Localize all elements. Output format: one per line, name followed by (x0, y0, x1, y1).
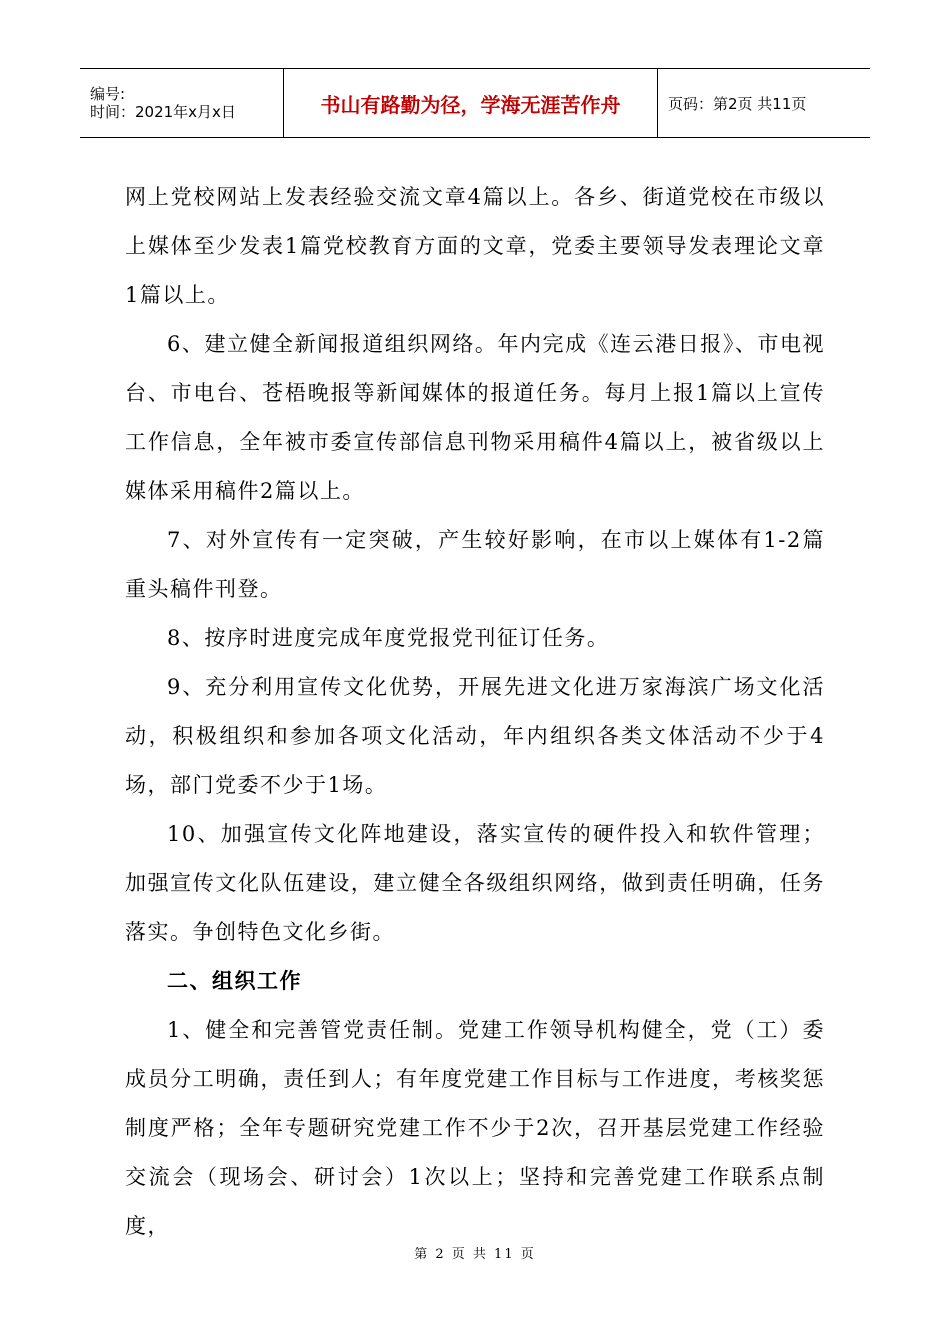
page-footer: 第 2 页 共 11 页 (414, 1247, 536, 1262)
header-motto: 书山有路勤为径，学海无涯苦作舟 (283, 69, 658, 137)
header-meta (80, 69, 283, 137)
body-paragraph: 1、健全和完善管党责任制。党建工作领导机构健全，党（工）委成员分工明确，责任到人；有年度党建工作目标与工作进度，考核奖惩制度严格；全年专题研究党建工作不少于2次，召开基层党建工作经验交流会（现场会、研讨会）1次以上；坚持和完善党建工作联系点制度， (125, 1018, 825, 1238)
body-paragraph: 网上党校网站上发表经验交流文章4篇以上。各乡、街道党校在市级以上媒体至少发表1篇党校教育方面的文章，党委主要领导发表理论文章1篇以上。 (125, 185, 825, 307)
body-paragraph: 10、加强宣传文化阵地建设，落实宣传的硬件投入和软件管理；加强宣传文化队伍建设，建立健全各级组织网络，做到责任明确，任务落实。争创特色文化乡街。 (125, 822, 825, 944)
header-page-info: 页码：第2页 共11页 (668, 94, 807, 113)
body-paragraph: 8、按序时进度完成年度党报党刊征订任务。 (167, 626, 610, 650)
body-paragraph: 7、对外宣传有一定突破，产生较好影响，在市以上媒体有1-2篇重头稿件刊登。 (125, 528, 825, 601)
document-date: 时间：2021年x月x日 (90, 103, 236, 121)
body-paragraph: 9、充分利用宣传文化优势，开展先进文化进万家海滨广场文化活动，积极组织和参加各项文化活动，年内组织各类文体活动不少于4场，部门党委不少于1场。 (125, 675, 825, 797)
page-header (80, 68, 870, 138)
body-paragraph: 6、建立健全新闻报道组织网络。年内完成《连云港日报》、市电视台、市电台、苍梧晚报等新闻媒体的报道任务。每月上报1篇以上宣传工作信息，全年被市委宣传部信息刊物采用稿件4篇以上，被省级以上媒体采用稿件2篇以上。 (125, 332, 825, 503)
document-number-label: 编号: (90, 85, 126, 103)
section-heading: 二、组织工作 (167, 969, 302, 993)
document-body (125, 173, 825, 1251)
